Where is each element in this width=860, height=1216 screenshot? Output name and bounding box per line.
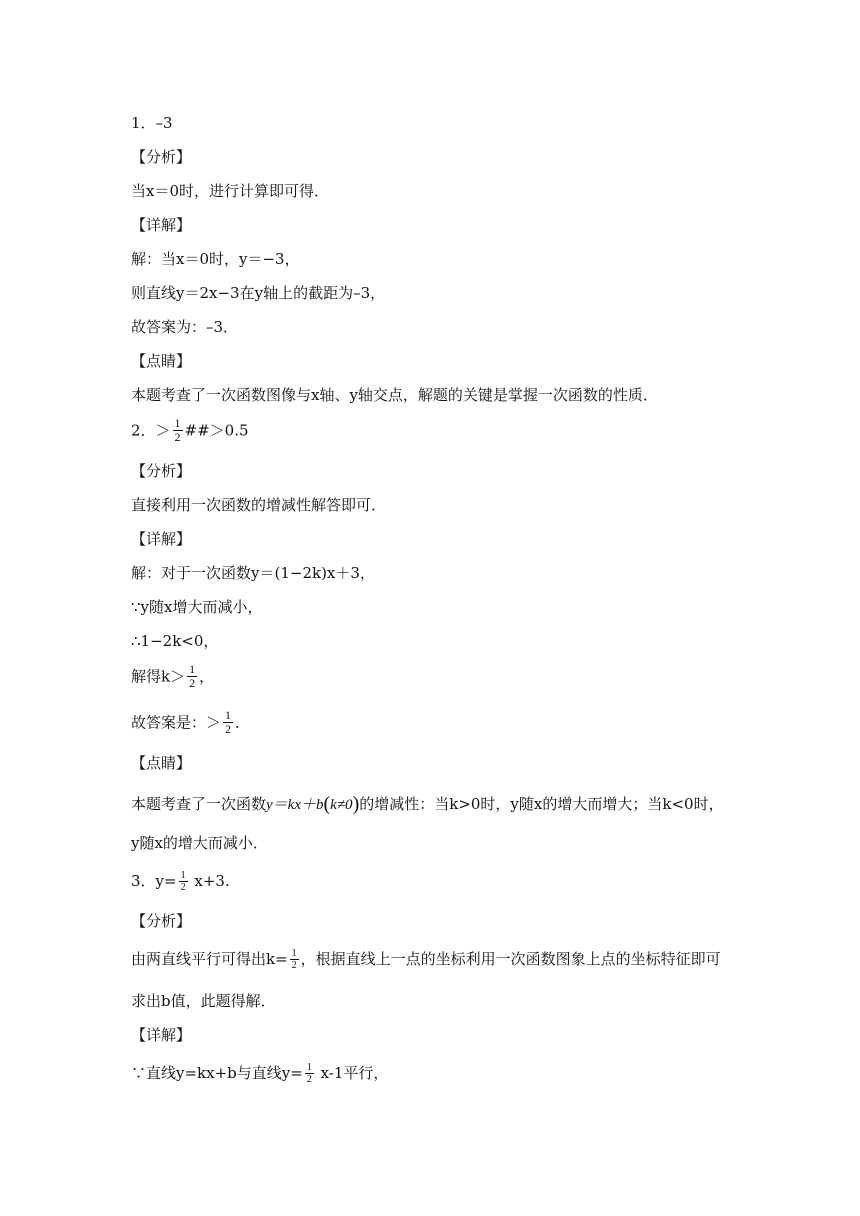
q3-answer-suffix: x+3. bbox=[189, 872, 230, 890]
q2-comment-line-2: y随x的增大而减小． bbox=[131, 834, 268, 852]
q2-answer-suffix: ##＞0.5 bbox=[184, 421, 249, 440]
q1-detail-line-2: 则直线y＝2x−3在y轴上的截距为–3， bbox=[131, 284, 386, 302]
q2-analysis-text: 直接利用一次函数的增减性解答即可． bbox=[131, 496, 387, 514]
q2-detail-line-4 bbox=[131, 664, 214, 691]
q2-comment-formula: y＝kx＋b bbox=[266, 797, 324, 813]
q2-detail-line-2: ∵y随x增大而减小， bbox=[131, 598, 263, 616]
q2-comment-rest: 的增减性：当k>0时，y随x的增大而增大；当k<0时， bbox=[359, 795, 724, 813]
fraction-denominator: 2 bbox=[189, 676, 196, 690]
fraction-denominator: 2 bbox=[306, 1073, 312, 1085]
q2-conclusion-prefix: 故答案是：＞ bbox=[131, 713, 222, 732]
q2-solve-suffix: ， bbox=[199, 667, 215, 686]
fraction-numerator: 1 bbox=[306, 1061, 312, 1073]
q3-analysis-heading: 【分析】 bbox=[131, 912, 192, 930]
q2-solve-prefix: 解得k＞ bbox=[131, 667, 186, 686]
fraction-denominator: 2 bbox=[291, 959, 297, 971]
q1-comment-heading: 【点睛】 bbox=[131, 352, 192, 370]
q2-answer bbox=[131, 418, 249, 445]
q1-analysis-text: 当x＝0时，进行计算即可得． bbox=[131, 182, 330, 200]
q2-detail-line-5 bbox=[131, 710, 250, 737]
fraction-denominator: 2 bbox=[174, 430, 181, 444]
q3-detail-heading: 【详解】 bbox=[131, 1026, 192, 1044]
q2-conclusion-fraction bbox=[223, 709, 233, 736]
q3-detail-line-1 bbox=[131, 1062, 388, 1086]
fraction-denominator: 2 bbox=[225, 722, 232, 736]
q2-detail-line-3: ∴1−2k<0， bbox=[131, 632, 219, 650]
q3-analysis-line-2: 求出b值，此题得解． bbox=[131, 992, 276, 1010]
fraction-numerator: 1 bbox=[291, 947, 297, 959]
q1-detail-line-3: 故答案为：–3． bbox=[131, 318, 239, 336]
fraction-numerator: 1 bbox=[225, 708, 232, 722]
q3-analysis-part-b: ，根据直线上一点的坐标利用一次函数图象上点的坐标特征即可 bbox=[300, 950, 721, 968]
q2-comment-intro: 本题考查了一次函数 bbox=[131, 795, 267, 813]
q1-answer: 1．–3 bbox=[131, 114, 173, 132]
q1-comment-text: 本题考查了一次函数图像与x轴、y轴交点，解题的关键是掌握一次函数的性质． bbox=[131, 386, 658, 404]
q1-detail-heading: 【详解】 bbox=[131, 216, 192, 234]
q3-answer bbox=[131, 870, 230, 894]
fraction-numerator: 1 bbox=[174, 416, 181, 430]
q3-analysis-fraction bbox=[290, 948, 299, 971]
q1-analysis-heading: 【分析】 bbox=[131, 148, 192, 166]
q3-detail-part-a: ∵直线y=kx+b与直线y= bbox=[131, 1064, 303, 1082]
q2-detail-line-1: 解：对于一次函数y＝(1−2k)x＋3， bbox=[131, 564, 375, 582]
paren-open: ( bbox=[323, 793, 331, 815]
q2-conclusion-suffix: ． bbox=[235, 713, 251, 732]
fraction-numerator: 1 bbox=[180, 869, 186, 881]
q2-comment-heading: 【点睛】 bbox=[131, 754, 192, 772]
q2-comment-line-1 bbox=[131, 792, 724, 816]
q2-analysis-heading: 【分析】 bbox=[131, 462, 192, 480]
q3-answer-prefix: 3．y= bbox=[131, 872, 177, 890]
q3-detail-fraction bbox=[305, 1062, 314, 1085]
fraction-denominator: 2 bbox=[180, 881, 186, 893]
q1-detail-line-1: 解：当x＝0时，y＝−3， bbox=[131, 250, 300, 268]
q3-analysis-part-a: 由两直线平行可得出k= bbox=[131, 950, 288, 968]
q3-analysis-line-1 bbox=[131, 948, 721, 972]
q3-detail-part-b: x-1平行， bbox=[315, 1064, 389, 1082]
fraction-numerator: 1 bbox=[189, 662, 196, 676]
q2-answer-fraction bbox=[173, 417, 183, 444]
q3-answer-fraction bbox=[179, 870, 188, 893]
paren-close: ) bbox=[352, 793, 360, 815]
q2-solve-fraction bbox=[187, 663, 197, 690]
q2-detail-heading: 【详解】 bbox=[131, 530, 192, 548]
q2-answer-prefix: 2．＞ bbox=[131, 421, 171, 440]
q2-comment-condition: k≠0 bbox=[330, 797, 353, 813]
